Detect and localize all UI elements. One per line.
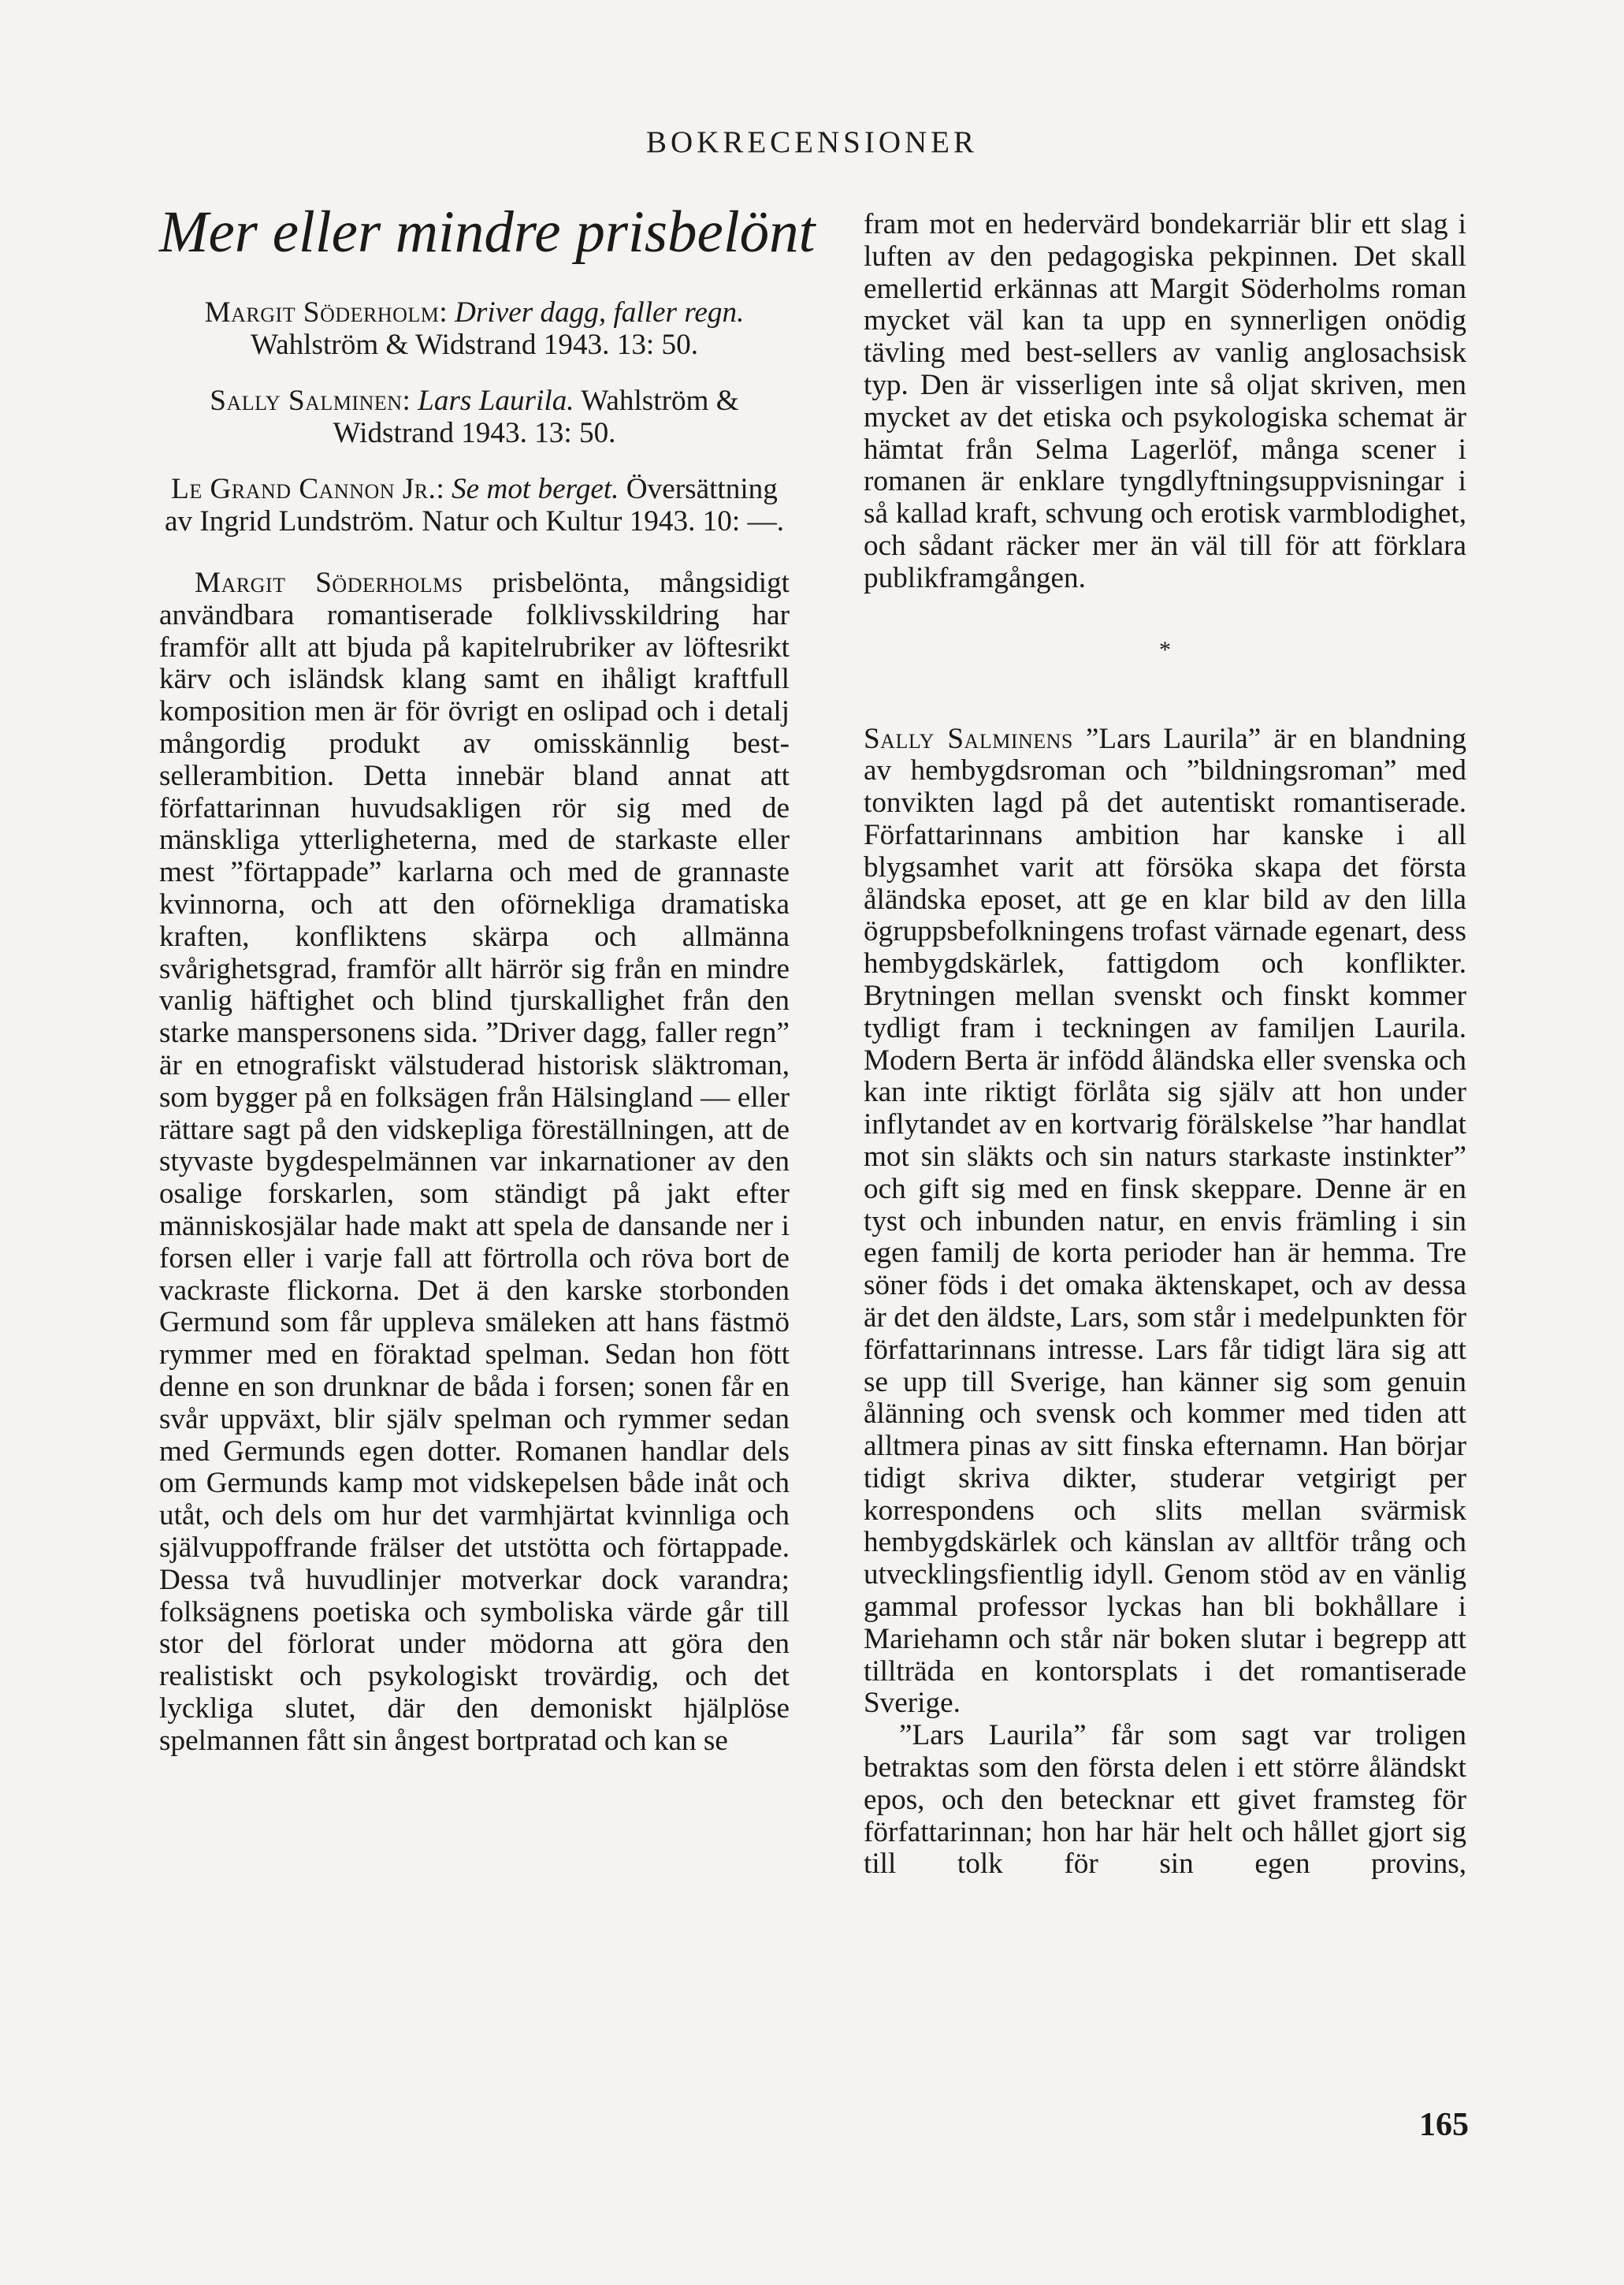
entry-book-title: Se mot berget. <box>452 473 619 505</box>
page-number: 165 <box>1419 2107 1469 2143</box>
book-entry: Sally Salminen: Lars Laurila. Wahlström & Widstrand 1943. 13: 50. <box>210 385 739 449</box>
entry-author: Le Grand Cannon Jr. <box>171 473 437 505</box>
entry-details: Wahlström & Widstrand 1943. 13: 50. <box>333 385 739 449</box>
section-separator: * <box>1159 636 1171 663</box>
book-entries <box>159 296 790 538</box>
entry-author: Sally Salminen <box>210 385 403 417</box>
entry-book-title: Lars Laurila. <box>418 385 574 417</box>
lead-author: Margit Söderholms <box>195 567 463 599</box>
right-column <box>864 209 1466 1881</box>
left-body-paragraph: Margit Söderholms prisbelönta, mångsidigt användbara romantiserade folklivsskildring har framför allt att bjuda på kapitelrubriker av löftesrikt kärv och isländsk klang samt en ihåligt kraftfull komposition men är för övrigt en oslipad och i detalj mångordig produkt av omisskännlig best-sellerambition. Detta innebär bland annat att författarinnan huvudsakligen rör sig med de mänskliga ytterligheterna, med de starkaste eller mest ”förtappade” karlarna och med de grannaste kvinnorna, och att den oförnekliga dramatiska kraften, konfliktens skärpa och allmänna svårighetsgrad, framför allt härrör sig från en mindre vanlig häftighet och blind tjurskallighet från den starke manspersonens sida. ”Driver dagg, faller regn” är en etnografiskt välstuderad historisk släktroman, som bygger på en folksägen från Hälsingland — eller rättare sagt på den vidskepliga föreställningen, att de styvaste bygdespelmännen var inkarnationer av den osalige forskarlen, som ständigt på jakt efter människosjälar hade makt att spela de dansande ner i forsen eller i varje fall att förtrolla och röva bort de vackraste flickorna. Det ä den karske storbonden Germund som får uppleva smäleken att hans fästmö rymmer med en föraktad spelman. Sedan hon fött denne en son drunknar de båda i forsen; sonen får en svår uppväxt, blir själv spelman och rymmer sedan med Germunds egen dotter. Romanen handlar dels om Germunds kamp mot vidskepelsen både inåt och utåt, och dels om hur det varmhjärtat kvinnliga och självuppoffrande frälser det utstötta och förtappade. Dessa två huvudlinjer motverkar dock varandra; folksägnens poetiska och symboliska värde går till stor del förlorat under mödorna att göra den realistiskt och psykologiskt trovärdig, och det lyckliga slutet, där den demoniskt hjälplöse spelmannen fått sin ångest bortpratad och kan se <box>159 567 790 1757</box>
lead-author: Sally Salminens <box>864 722 1073 755</box>
review-title: Mer eller mindre prisbelönt <box>159 199 816 265</box>
book-entry: Le Grand Cannon Jr.: Se mot berget. Översättning av Ingrid Lundström. Natur och Kultur 1943. 10: —. <box>165 473 784 538</box>
entry-details: Wahlström & Widstrand 1943. 13: 50. <box>250 329 699 361</box>
right-body-paragraph-3: ”Lars Laurila” får som sagt var troligen betraktas som den första delen i ett större åländskt epos, och den betecknar ett givet framsteg för författarinnan; hon har här helt och hållet gjort sig till tolk för sin egen provins, <box>864 1719 1466 1881</box>
entry-author: Margit Söderholm <box>204 296 440 329</box>
right-body-paragraph-2: Sally Salminens ”Lars Laurila” är en blandning av hembygdsroman och ”bildningsroman” med tonvikten lagd på det autentiskt romantiserade. Författarinnans ambition har kanske i all blygsamhet varit att försöka skapa det första åländska eposet, att ge en klar bild av den lilla ögruppsbefolkningens trofast värnade egenart, dess hembygdskärlek, fattigdom och konflikter. Brytningen mellan svenskt och finskt kommer tydligt fram i teckningen av familjen Laurila. Modern Berta är infödd åländska eller svenska och kan inte riktigt förlåta sig själv att hon under inflytandet av en kortvarig förälskelse ”har handlat mot sin släkts och sin naturs starkaste instinkter” och gift sig med en finsk skeppare. Denne är en tyst och inbunden natur, en envis främling i sin egen familj de korta perioder han är hemma. Tre söner föds i det omaka äktenskapet, och av dessa är det den äldste, Lars, som står i medelpunkten för författarinnans intresse. Lars får tidigt lära sig att se upp till Sverige, han känner sig som genuin ålänning och svensk och kommer med tiden att alltmera pinas av sitt finska efternamn. Han börjar tidigt skriva dikter, studerar vetgirigt per korrespondens och slits mellan svärmisk hembygdskärlek och känslan av alltför trång och utvecklingsfientlig idyll. Genom stöd av en vänlig gammal professor lyckas han bli bokhållare i Mariehamn och står när boken slutar i begrepp att tillträda en kontorsplats i det romantiserade Sverige. <box>864 722 1466 1720</box>
entry-book-title: Driver dagg, faller regn. <box>455 296 745 329</box>
entry-details: Översättning av Ingrid Lundström. Natur och Kultur 1943. 10: —. <box>165 473 784 538</box>
book-entry: Margit Söderholm: Driver dagg, faller regn. Wahlström & Widstrand 1943. 13: 50. <box>204 296 745 361</box>
running-head: BOKRECENSIONER <box>645 125 979 159</box>
left-column <box>159 197 816 1757</box>
right-body-paragraph-1: fram mot en hedervärd bondekarriär blir ett slag i luften av den pedagogiska pekpinnen. Det skall emellertid erkännas att Margit Söderholms roman mycket väl kan ta upp en synnerligen onödig tävling med best-sellers av vanlig anglosachsisk typ. Den är visserligen inte så oljat skriven, men mycket av det etiska och psykologiska schemat är hämtat från Selma Lagerlöf, många scener i romanen är enklare tyngdlyftningsuppvisningar i så kallad kraft, schvung och erotisk varmblodighet, och sådant räcker mer än väl till för att förklara publikframgången. <box>864 208 1466 594</box>
